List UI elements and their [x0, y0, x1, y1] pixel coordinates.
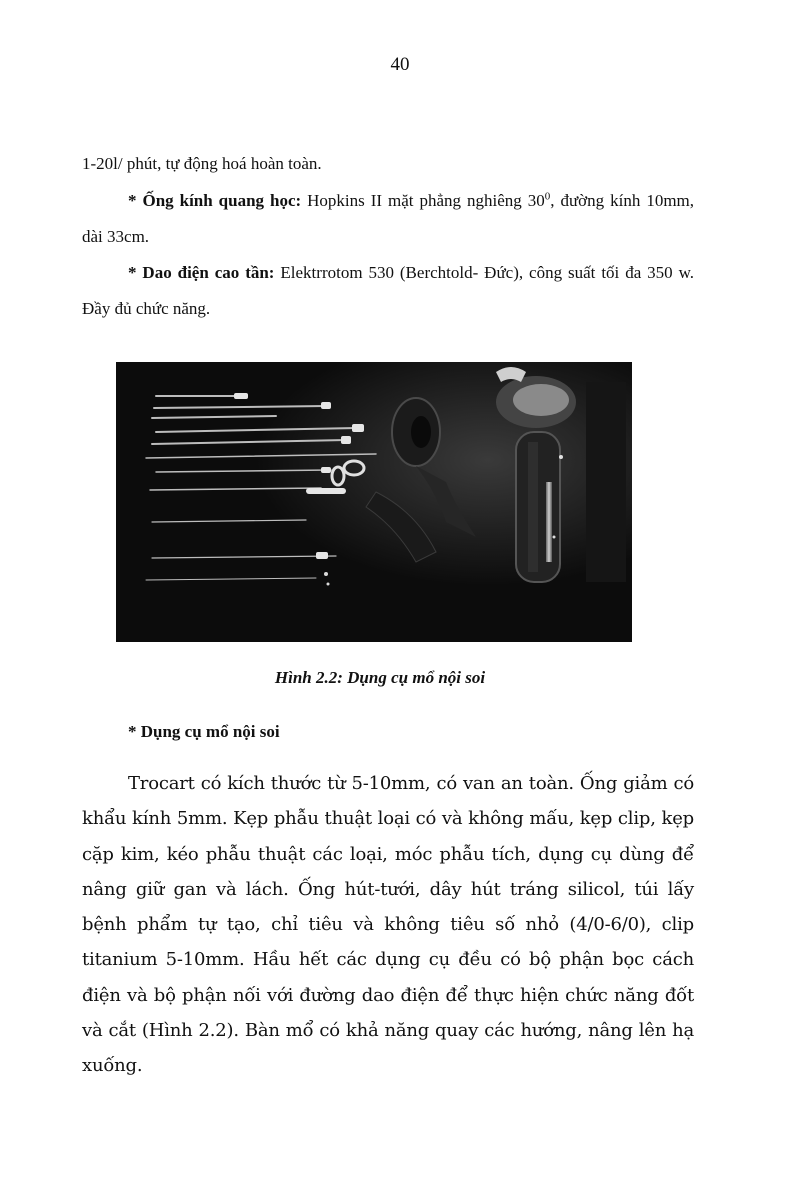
degree-superscript: 0	[544, 190, 551, 203]
paragraph-optical-lens	[82, 183, 694, 255]
section-body-paragraph: Trocart có kích thước từ 5-10mm, có van an toàn. Ống giảm có khẩu kính 5mm. Kẹp phẫu thuật loại có và không mấu, kẹp clip, kẹp cặp kim, kéo phẫu thuật các loại, móc phẫu tích, dụng cụ dùng để nâng giữ gan và lách. Ống hút-tưới, dây hút tráng silicol, túi lấy bệnh phẩm tự tạo, chỉ tiêu và không tiêu số nhỏ (4/0-6/0), clip titanium 5-10mm. Hầu hết các dụng cụ đều có bộ phận bọc cách điện và bộ phận nối với đường dao điện để thực hiện chức năng đốt và cắt (Hình 2.2). Bàn mổ có khả năng quay các hướng, nâng lên hạ xuống.	[82, 773, 694, 1077]
electrosurgical-text: Elektrrotom 530 (Berchtold- Đức), công suất tối đa 350 w. Đầy đủ chức năng.	[82, 263, 695, 318]
electrosurgical-label: * Dao điện cao tần:	[128, 263, 275, 282]
section-heading: * Dụng cụ mổ nội soi	[128, 722, 280, 741]
page-number: 40	[390, 54, 410, 75]
optical-lens-label: * Ống kính quang học:	[128, 191, 302, 210]
figure-caption: Hình 2.2: Dụng cụ mổ nội soi	[274, 668, 486, 687]
paragraph-electrosurgical-unit	[82, 255, 694, 327]
optical-lens-text-end: , đường kính 10mm, dài 33cm.	[82, 191, 695, 246]
instruments-photo-illustration	[116, 362, 632, 642]
figure-laparoscopic-instruments-photo	[116, 362, 632, 642]
paragraph-pump-flow: 1-20l/ phút, tự động hoá hoàn toàn.	[82, 154, 322, 173]
optical-lens-text: Hopkins II mặt phẳng nghiêng 30	[301, 191, 545, 210]
